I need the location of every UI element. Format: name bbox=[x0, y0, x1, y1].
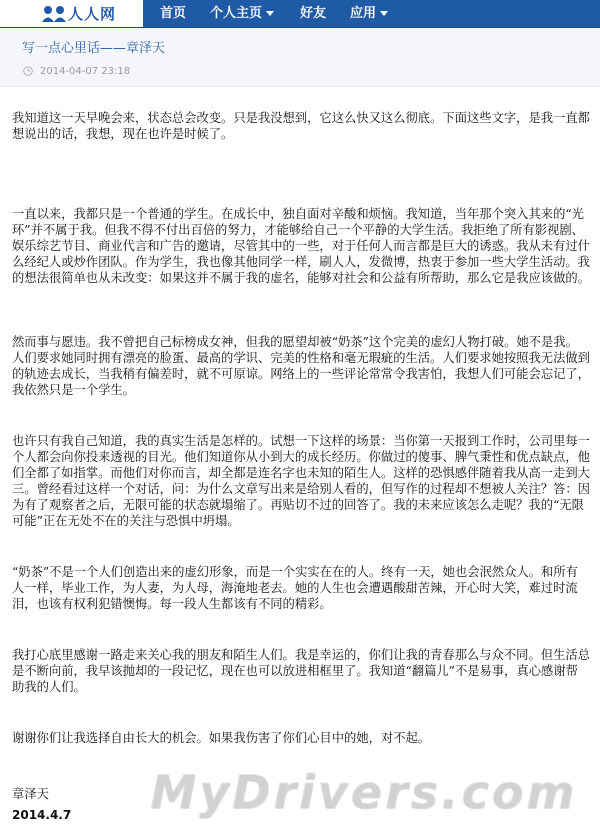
signature-date: 2014.4.7 bbox=[12, 808, 72, 822]
clock-icon bbox=[23, 66, 33, 76]
chevron-down-icon bbox=[266, 11, 274, 16]
logo-text: 人人网 bbox=[68, 5, 117, 23]
nav-friends[interactable]: 好友 bbox=[300, 6, 327, 21]
renren-logo-icon bbox=[42, 5, 66, 22]
watermark: MyDrivers.com bbox=[150, 765, 577, 819]
nav-profile[interactable] bbox=[210, 0, 274, 27]
nav-home[interactable]: 首页 bbox=[160, 6, 187, 21]
article-paragraph-3: 然而事与愿违。我不曾把自己标榜成女神，但我的愿望却被“奶茶”这个完美的虚幻人物打破。她不是我。人们要求她同时拥有漂亮的脸蛋、最高的学识、完美的性格和毫无瑕疵的生活。人们要求她按照我无法做到的轨迹去成长，当我稍有偏差时，就不可原谅。网络上的一些评论常常令我害怕，我想人们可能会忘记了，我依然只是一个学生。 bbox=[12, 335, 590, 397]
nav-apps-label: 应用 bbox=[350, 6, 377, 21]
chevron-down-icon bbox=[380, 11, 388, 16]
article-paragraph-4: 也许只有我自己知道，我的真实生活是怎样的。试想一下这样的场景：当你第一天报到工作时，公司里每一个人都会向你投来透视的目光。他们知道你从小到大的成长经历。你做过的傻事、脾气秉性和优点缺点，他们全都了如指掌。而他们对你而言，却全都是连名字也未知的陌生人。这样的恐惧感伴随着我从高一走到大三。曾经看过这样一个对话，问：为什么文章写出来是给别人看的，但写作的过程却不想被人关注？答：因为有了观察者之后，无限可能的状态就塌缩了。再贴切不过的回答了。我的未来应该怎么走呢？我的“无限可能”正在无处不在的关注与恐惧中坍塌。 bbox=[12, 434, 590, 528]
article-paragraph-5: “奶茶”不是一个人们创造出来的虚幻形象，而是一个实实在在的人。终有一天，她也会泯然众人。和所有人一样，毕业工作，为人妻，为人母，海淹地老去。她的人生也会遭遇酸甜苦辣，开心时大笑，难过时流泪，也该有权利犯错懊悔。每一段人生都该有不同的精彩。 bbox=[12, 565, 578, 611]
post-date: 2014-04-07 23:18 bbox=[40, 66, 131, 77]
article-paragraph-1: 我知道这一天早晚会来，状态总会改变。只是我没想到，它这么快又这么彻底。下面这些文字，是我一直都想说出的话，我想，现在也许是时候了。 bbox=[12, 111, 590, 141]
article-paragraph-7: 谢谢你们让我选择自由长大的机会。如果我伤害了你们心目中的她，对不起。 bbox=[12, 731, 431, 745]
article-paragraph-2: 一直以来，我都只是一个普通的学生。在成长中，独自面对辛酸和烦恼。我知道，当年那个突入其来的“光环”并不属于我。但我不得不付出百倍的努力，才能够给自己一个平静的大学生活。我拒绝了所有影视剧、娱乐综艺节目、商业代言和广告的邀请，尽管其中的一些，对于任何人而言都是巨大的诱惑。我从未有过什么经纪人或炒作团队。作为学生，我也像其他同学一样，刷人人，发微博，热衷于参加一些大学生活动。我的想法很简单也从未改变：如果这并不属于我的虚名，能够对社会和公益有所帮助，那么它是我应该做的。 bbox=[12, 207, 590, 285]
top-nav-bar bbox=[0, 0, 600, 28]
signature: 章泽天 bbox=[12, 787, 49, 801]
nav-profile-label: 个人主页 bbox=[210, 6, 263, 21]
site-logo[interactable] bbox=[0, 0, 143, 27]
nav-apps[interactable] bbox=[350, 0, 388, 27]
post-title[interactable]: 写一点心里话——章泽天 bbox=[22, 41, 166, 56]
article-paragraph-6: 我打心底里感谢一路走来关心我的朋友和陌生人们。我是幸运的，你们让我的青春那么与众不同。但生活总是不断向前，我早该抛却的一段记忆，现在也可以放进相框里了。我知道“翻篇儿”不是易事，真心感谢帮助我的人们。 bbox=[12, 648, 590, 694]
